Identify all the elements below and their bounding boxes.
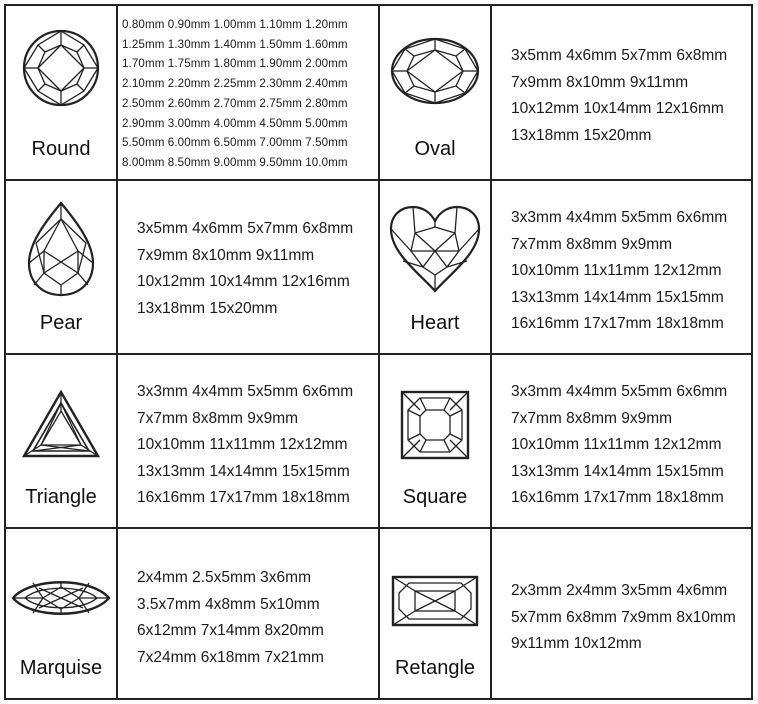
size-row: 13x13mm 14x14mm 15x15mm [511,462,724,480]
shape-name-oval: Oval [414,138,456,160]
size-row: 2x3mm 2x4mm 3x5mm 4x6mm [511,582,728,599]
heart-size-list [511,205,751,338]
oval-shape-cell [380,6,490,179]
gemstone-size-table [4,4,753,700]
pear-shape-cell [6,181,116,353]
heart-cut-icon [389,205,481,293]
pear-sizes-cell [118,181,378,353]
size-row: 7x9mm 8x10mm 9x11mm [137,246,315,264]
size-row: 10x10mm 11x11mm 12x12mm [511,436,722,454]
size-row: 16x16mm 17x17mm 18x18mm [511,489,724,507]
size-row: 2x4mm 2.5x5mm 3x6mm [137,569,311,586]
retangle-shape-cell [380,529,490,698]
size-row: 2.50mm 2.60mm 2.70mm 2.75mm 2.80mm [122,96,348,110]
size-row: 8.00mm 8.50mm 9.00mm 9.50mm 10.0mm [122,155,348,169]
rectangle-cut-icon [391,575,479,627]
triangle-cut-icon [21,389,101,459]
size-row: 2.10mm 2.20mm 2.25mm 2.30mm 2.40mm [122,77,348,91]
size-row: 7x9mm 8x10mm 9x11mm [511,73,689,91]
retangle-size-list [511,578,751,658]
size-row: 10x10mm 11x11mm 12x12mm [511,262,722,280]
square-cut-icon [400,390,470,460]
square-sizes-cell [492,355,751,527]
heart-shape-cell [380,181,490,353]
shape-name-pear: Pear [39,312,83,334]
size-row: 13x18mm 15x20mm [137,299,278,317]
shape-name-triangle: Triangle [25,486,97,508]
size-row: 13x18mm 15x20mm [511,126,652,144]
size-row: 10x10mm 11x11mm 12x12mm [137,436,348,454]
size-row: 16x16mm 17x17mm 18x18mm [137,489,350,507]
square-size-list [511,379,751,512]
size-row: 13x13mm 14x14mm 15x15mm [137,462,350,480]
size-row: 16x16mm 17x17mm 18x18mm [511,315,724,333]
triangle-shape-cell [6,355,116,527]
triangle-sizes-cell [118,355,378,527]
size-row: 5x7mm 6x8mm 7x9mm 8x10mm [511,608,736,626]
size-row: 3x3mm 4x4mm 5x5mm 6x6mm [511,209,728,226]
size-row: 3x5mm 4x6mm 5x7mm 6x8mm [511,47,728,64]
size-row: 6x12mm 7x14mm 8x20mm [137,622,324,640]
size-row: 7x7mm 8x8mm 9x9mm [137,409,299,427]
size-row: 3x5mm 4x6mm 5x7mm 6x8mm [137,220,354,237]
size-row: 1.25mm 1.30mm 1.40mm 1.50mm 1.60mm [122,37,348,51]
size-row: 7x7mm 8x8mm 9x9mm [511,235,673,253]
size-row: 9x11mm 10x12mm [511,635,642,653]
round-size-list [122,15,378,173]
pear-cut-icon [26,201,96,297]
marquise-size-list [137,565,378,671]
marquise-sizes-cell [118,529,378,698]
pear-size-list [137,216,378,322]
heart-sizes-cell [492,181,751,353]
shape-name-marquise: Marquise [19,657,103,679]
size-row: 2.90mm 3.00mm 4.00mm 4.50mm 5.00mm [122,116,348,130]
square-shape-cell [380,355,490,527]
size-row: 3.5x7mm 4x8mm 5x10mm [137,595,320,613]
size-row: 10x12mm 10x14mm 12x16mm [511,100,724,118]
size-row: 1.70mm 1.75mm 1.80mm 1.90mm 2.00mm [122,57,348,71]
round-cut-icon [21,28,101,108]
size-row: 0.80mm 0.90mm 1.00mm 1.10mm 1.20mm [122,18,348,31]
size-row: 7x7mm 8x8mm 9x9mm [511,409,673,427]
round-sizes-cell [118,6,378,179]
marquise-cut-icon [11,573,111,623]
oval-cut-icon [390,36,480,106]
size-row: 3x3mm 4x4mm 5x5mm 6x6mm [511,383,728,400]
marquise-shape-cell [6,529,116,698]
size-row: 3x3mm 4x4mm 5x5mm 6x6mm [137,383,354,400]
size-row: 10x12mm 10x14mm 12x16mm [137,273,350,291]
shape-name-square: Square [402,486,468,508]
size-row: 5.50mm 6.00mm 6.50mm 7.00mm 7.50mm [122,136,348,150]
round-shape-cell [6,6,116,179]
shape-name-retangle: Retangle [394,657,476,679]
oval-size-list [511,43,751,149]
size-row: 7x24mm 6x18mm 7x21mm [137,648,324,666]
oval-sizes-cell [492,6,751,179]
retangle-sizes-cell [492,529,751,698]
shape-name-heart: Heart [410,312,460,334]
size-row: 13x13mm 14x14mm 15x15mm [511,288,724,306]
shape-name-round: Round [31,138,91,160]
triangle-size-list [137,379,378,512]
